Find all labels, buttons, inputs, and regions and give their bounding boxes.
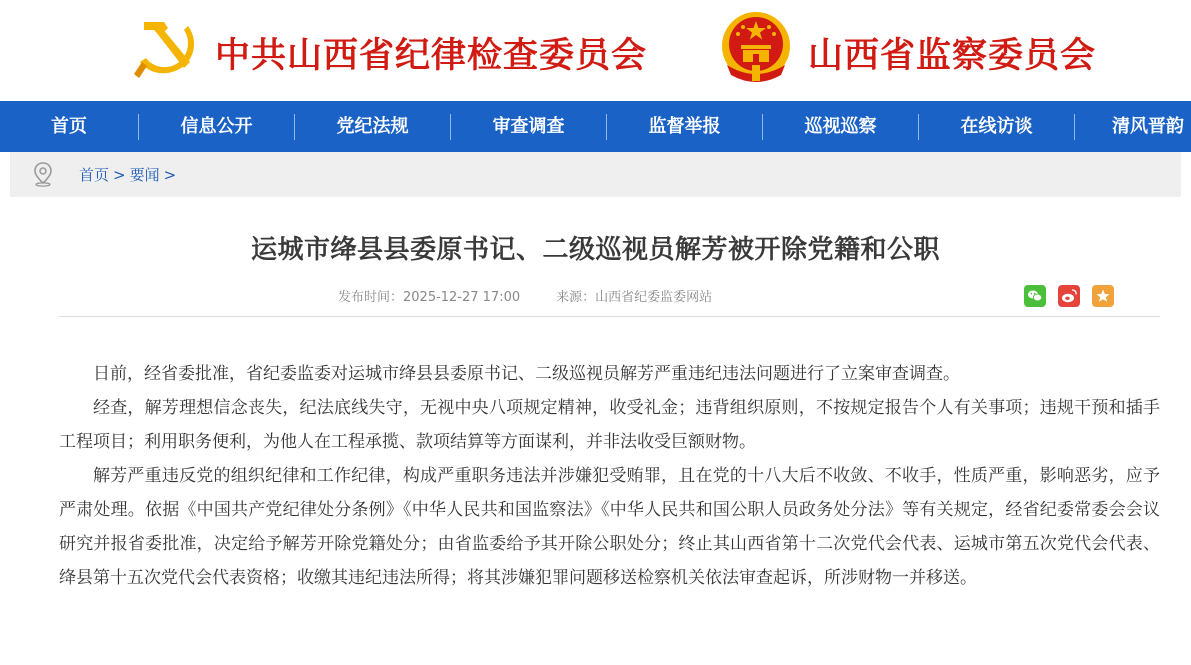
article-paragraph: 日前，经省委批准，省纪委监委对运城市绛县县委原书记、二级巡视员解芳严重违纪违法问题进行了立案审查调查。 bbox=[93, 364, 960, 384]
nav-investigation[interactable]: 审查调查 bbox=[492, 116, 565, 137]
main-nav bbox=[0, 101, 1191, 152]
nav-home[interactable]: 首页 bbox=[51, 116, 87, 137]
commission-title: 中共山西省纪律检查委员会 bbox=[215, 35, 648, 76]
national-emblem-icon bbox=[719, 9, 793, 85]
article-body bbox=[59, 357, 1160, 595]
article-source: 来源：山西省纪委监委网站 bbox=[556, 290, 713, 305]
breadcrumb-bar bbox=[10, 152, 1181, 197]
nav-party-regulations[interactable]: 党纪法规 bbox=[336, 116, 409, 137]
breadcrumb-separator: > bbox=[113, 166, 126, 184]
nav-qingfeng-jinyun[interactable]: 清风晋韵 bbox=[1112, 116, 1184, 137]
favorite-icon bbox=[1092, 285, 1114, 307]
nav-report[interactable]: 监督举报 bbox=[648, 116, 721, 137]
nav-online-interview[interactable]: 在线访谈 bbox=[960, 116, 1033, 137]
favorite-button[interactable] bbox=[1092, 285, 1114, 307]
weibo-icon bbox=[1058, 285, 1080, 307]
meta-divider bbox=[59, 316, 1160, 317]
publish-time: 发布时间：2025-12-27 17:00 bbox=[338, 290, 521, 305]
breadcrumb-separator: > bbox=[163, 166, 177, 184]
nav-inspection[interactable]: 巡视巡察 bbox=[804, 116, 877, 137]
breadcrumb bbox=[79, 164, 180, 185]
site-header bbox=[0, 0, 1191, 101]
supervisory-title: 山西省监察委员会 bbox=[808, 35, 1097, 76]
weibo-share-button[interactable] bbox=[1058, 285, 1080, 307]
article-paragraph: 解芳严重违反党的组织纪律和工作纪律，构成严重职务违法并涉嫌犯受贿罪，且在党的十八大后不收敛、不收手，性质严重，影响恶劣，应予严肃处理。依据《中国共产党纪律处分条例》《中华人民共和国监察法》《中华人民共和国公职人员政务处分法》等有关规定，经省纪委常委会会议研究并报省委批准，决定给予解芳开除党籍处分；由省监委给予其开除公职处分；终止其山西省第十二次党代会代表、运城市第五次党代会代表、绛县第十五次党代会代表资格；收缴其违纪违法所得；将其涉嫌犯罪问题移送检察机关依法审查起诉，所涉财物一并移送。 bbox=[59, 466, 1160, 588]
article-meta bbox=[338, 286, 712, 305]
wechat-icon bbox=[1024, 285, 1046, 307]
breadcrumb-current[interactable]: 要闻 bbox=[129, 166, 160, 184]
location-pin-icon bbox=[30, 161, 56, 187]
nav-info-disclosure[interactable]: 信息公开 bbox=[180, 116, 253, 137]
party-emblem-icon bbox=[130, 12, 202, 84]
breadcrumb-home[interactable]: 首页 bbox=[79, 166, 110, 184]
article-title: 运城市绛县县委原书记、二级巡视员解芳被开除党籍和公职 bbox=[250, 235, 940, 265]
article-paragraph: 经查，解芳理想信念丧失，纪法底线失守，无视中央八项规定精神，收受礼金；违背组织原则，不按规定报告个人有关事项；违规干预和插手工程项目；利用职务便利，为他人在工程承揽、款项结算等方面谋利，并非法收受巨额财物。 bbox=[59, 398, 1160, 452]
wechat-share-button[interactable] bbox=[1024, 285, 1046, 307]
